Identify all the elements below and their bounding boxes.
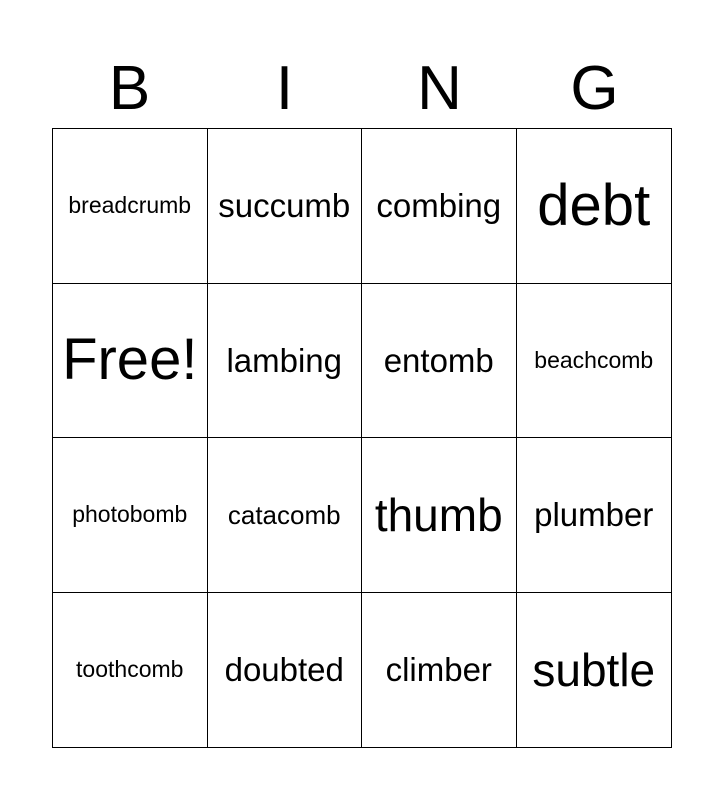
cell-word: debt [537, 172, 651, 238]
bingo-cell[interactable] [517, 593, 672, 748]
cell-word: succumb [218, 187, 351, 225]
cell-word: toothcomb [76, 656, 184, 683]
bingo-cell[interactable] [517, 438, 672, 593]
header-letter-i: I [275, 54, 294, 123]
free-space-label: Free! [62, 327, 198, 393]
bingo-cell[interactable] [517, 129, 672, 284]
bingo-cell[interactable] [517, 284, 672, 439]
bingo-cell[interactable] [208, 593, 363, 748]
bingo-cell[interactable] [362, 129, 517, 284]
bingo-cell[interactable] [53, 438, 208, 593]
bingo-cell[interactable] [208, 284, 363, 439]
cell-word: photobomb [72, 501, 188, 528]
cell-word: beachcomb [534, 346, 654, 373]
cell-word: climber [385, 651, 492, 689]
bingo-cell[interactable] [362, 438, 517, 593]
header-letter-b: B [108, 54, 151, 123]
bingo-header [52, 50, 672, 128]
bingo-cell[interactable] [53, 129, 208, 284]
cell-word: doubted [224, 651, 344, 689]
cell-word: catacomb [227, 499, 341, 530]
bingo-cell[interactable] [362, 284, 517, 439]
cell-word: lambing [226, 341, 343, 379]
bingo-cell[interactable] [208, 129, 363, 284]
bingo-cell[interactable] [53, 593, 208, 748]
free-space-cell[interactable] [53, 284, 208, 439]
cell-word: entomb [383, 341, 494, 379]
bingo-cell[interactable] [362, 593, 517, 748]
cell-word: thumb [374, 488, 503, 541]
bingo-board [52, 128, 672, 748]
cell-word: combing [376, 187, 502, 225]
header-letter-g: G [570, 54, 619, 123]
cell-word: plumber [534, 496, 654, 534]
bingo-cell[interactable] [208, 438, 363, 593]
cell-word: breadcrumb [68, 192, 192, 219]
cell-word: subtle [532, 643, 656, 696]
header-letter-n: N [417, 54, 462, 123]
